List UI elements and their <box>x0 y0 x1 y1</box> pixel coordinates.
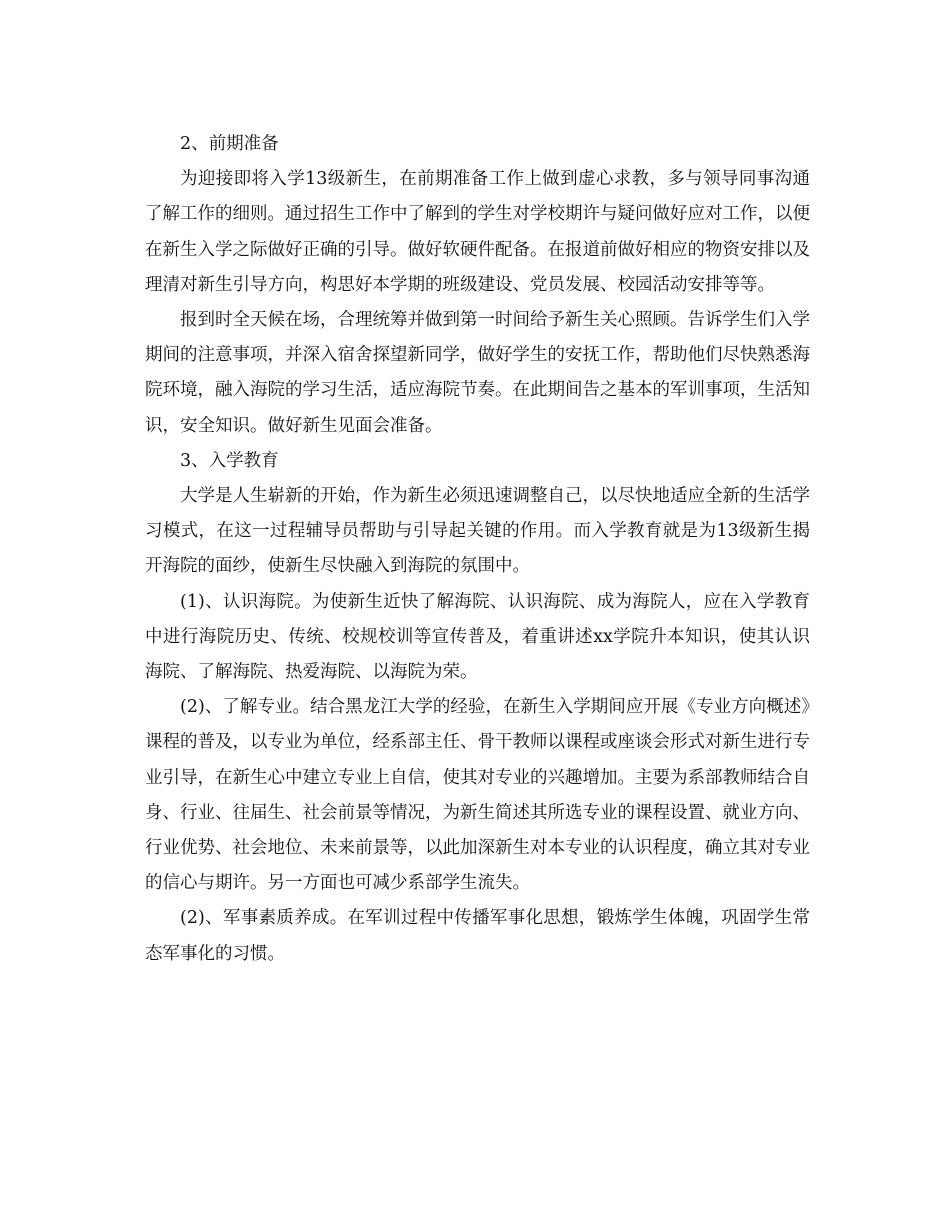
paragraph-know-major: (2)、了解专业。结合黑龙江大学的经验，在新生入学期间应开展《专业方向概述》课程的普及，以专业为单位，经系部主任、骨干教师以课程或座谈会形式对新生进行专业引导，在新生心中建立专业上自信，使其对专业的兴趣增加。主要为系部教师结合自身、行业、往届生、社会前景等情况，为新生简述其所选专业的课程设置、就业方向、行业优势、社会地位、未来前景等，以此加深新生对本专业的认识程度，确立其对专业的信心与期许。另一方面也可减少系部学生流失。 <box>145 697 810 894</box>
section-heading-orientation: 3、入学教育 <box>180 450 279 471</box>
section-heading-preparation: 2、前期准备 <box>180 134 279 154</box>
document-body <box>145 127 810 972</box>
paragraph-preparation-intro: 为迎接即将入学13级新生，在前期准备工作上做到虚心求教，多与领导同事沟通了解工作的细则。通过招生工作中了解到的学生对学校期许与疑问做好应对工作，以便在新生入学之际做好正确的引导。做好软硬件配备。在报道前做好相应的物资安排以及理清对新生引导方向，构思好本学期的班级建设、党员发展、校园活动安排等等。 <box>145 169 810 295</box>
paragraph-orientation-intro: 大学是人生崭新的开始，作为新生必须迅速调整自己，以尽快地适应全新的生活学习模式，在这一过程辅导员帮助与引导起关键的作用。而入学教育就是为13级新生揭开海院的面纱，使新生尽快融入到海院的氛围中。 <box>145 486 810 577</box>
paragraph-military-training: (2)、军事素质养成。在军训过程中传播军事化思想，锻炼学生体魄，巩固学生常态军事化的习惯。 <box>145 908 810 964</box>
paragraph-registration: 报到时全天候在场，合理统筹并做到第一时间给予新生关心照顾。告诉学生们入学期间的注意事项，并深入宿舍探望新同学，做好学生的安抚工作，帮助他们尽快熟悉海院环境，融入海院的学习生活，适应海院节奏。在此期间告之基本的军训事项，生活知识，安全知识。做好新生见面会准备。 <box>145 310 810 436</box>
paragraph-know-campus: (1)、认识海院。为使新生近快了解海院、认识海院、成为海院人，应在入学教育中进行海院历史、传统、校规校训等宣传普及，着重讲述xx学院升本知识，使其认识海院、了解海院、热爱海院、以海院为荣。 <box>145 591 810 683</box>
